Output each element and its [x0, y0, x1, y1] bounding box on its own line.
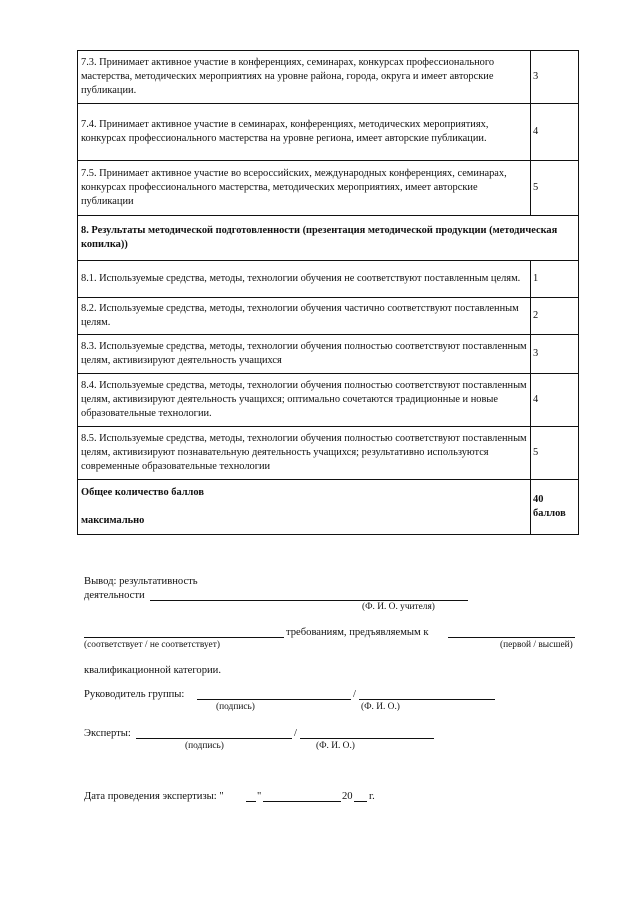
criterion-7-4-text: 7.4. Принимает активное участие в семинарах, конференциях, методических мероприятиях, конкурсах профессионального мастерства на уровне региона, имеет авторские публикации.: [78, 104, 531, 161]
criterion-8-3-text: 8.3. Используемые средства, методы, технологии обучения полностью соответствуют поставленным целям, активизируют деятельность учащихся: [78, 335, 531, 374]
compliance-field[interactable]: [84, 637, 284, 638]
table-row: [78, 104, 579, 161]
criterion-7-3-text: 7.3. Принимает активное участие в конференциях, семинарах, конкурсах профессионального мастерства, методических мероприятиях на уровне района, города, округа и имеет авторские публикации.: [78, 51, 531, 104]
experts-label: Эксперты:: [84, 728, 131, 739]
experts-signature-field[interactable]: [136, 738, 292, 739]
criterion-8-4-text: 8.4. Используемые средства, методы, технологии обучения полностью соответствуют поставленным целям, активизируют деятельность учащихся; оптимально сочетаются традиционные и новые образовательные технологии.: [78, 374, 531, 427]
group-head-slash: /: [353, 689, 356, 700]
table-row: [78, 161, 579, 216]
exam-month-field[interactable]: [263, 801, 341, 802]
category-caption: (первой / высшей): [500, 640, 573, 650]
exam-day-field[interactable]: [246, 801, 256, 802]
criterion-7-4-points: 4: [531, 104, 579, 161]
total-max-label: максимально: [81, 515, 145, 526]
criterion-7-3-points: 3: [531, 51, 579, 104]
experts-signature-caption: (подпись): [185, 741, 224, 751]
group-head-label: Руководитель группы:: [84, 689, 185, 700]
criterion-8-4-points: 4: [531, 374, 579, 427]
criterion-8-5-text: 8.5. Используемые средства, методы, технологии обучения полностью соответствуют поставленным целям, активизируют познавательную деятельность учащихся; результативно используются современные образовательные технологии: [78, 427, 531, 480]
exam-year-suffix: г.: [369, 791, 375, 802]
table-row: [78, 427, 579, 480]
table-row: [78, 261, 579, 298]
exam-year-prefix: 20: [342, 791, 353, 802]
experts-name-caption: (Ф. И. О.): [316, 741, 355, 751]
total-label-cell: [78, 480, 531, 535]
criterion-7-5-text: 7.5. Принимает активное участие во всероссийских, международных конференциях, семинарах, конкурсах профессионального мастерства, методических мероприятиях, имеет авторские публикации: [78, 161, 531, 216]
criterion-8-1-text: 8.1. Используемые средства, методы, технологии обучения не соответствуют поставленным целям.: [78, 261, 531, 298]
criteria-table: [77, 50, 579, 535]
criterion-8-3-points: 3: [531, 335, 579, 374]
requirements-text: требованиям, предъявляемым к: [286, 627, 429, 638]
criterion-8-2-text: 8.2. Используемые средства, методы, технологии обучения частично соответствуют поставленным целям.: [78, 298, 531, 335]
group-head-signature-field[interactable]: [197, 699, 351, 700]
table-row: [78, 374, 579, 427]
table-row: [78, 51, 579, 104]
group-head-signature-caption: (подпись): [216, 702, 255, 712]
criterion-8-5-points: 5: [531, 427, 579, 480]
experts-slash: /: [294, 728, 297, 739]
conclusion-activity-label: деятельности: [84, 590, 145, 601]
exam-date-label: Дата проведения экспертизы: ": [84, 791, 224, 802]
table-row: [78, 335, 579, 374]
exam-date-quote: ": [257, 791, 262, 802]
teacher-name-caption: (Ф. И. О. учителя): [362, 602, 435, 612]
compliance-caption: (соответствует / не соответствует): [84, 640, 220, 650]
exam-year-field[interactable]: [354, 801, 367, 802]
experts-name-field[interactable]: [300, 738, 434, 739]
criterion-7-5-points: 5: [531, 161, 579, 216]
criterion-8-1-points: 1: [531, 261, 579, 298]
section-header-row: [78, 216, 579, 261]
category-field[interactable]: [448, 637, 575, 638]
total-label: Общее количество баллов: [81, 487, 204, 498]
conclusion-label: Вывод: результативность: [84, 576, 198, 587]
total-row: [78, 480, 579, 535]
section-8-title: 8. Результаты методической подготовленности (презентация методической продукции (методическая копилка)): [78, 216, 579, 261]
table-row: [78, 298, 579, 335]
total-value: 40 баллов: [531, 480, 579, 535]
criterion-8-2-points: 2: [531, 298, 579, 335]
qualification-category-text: квалификационной категории.: [84, 665, 221, 676]
group-head-name-caption: (Ф. И. О.): [361, 702, 400, 712]
group-head-name-field[interactable]: [359, 699, 495, 700]
